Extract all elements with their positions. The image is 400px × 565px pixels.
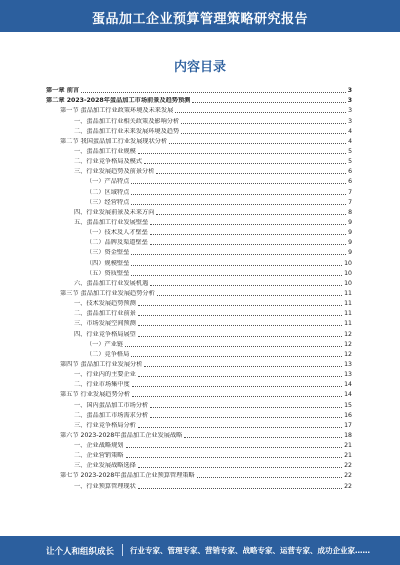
- toc-entry[interactable]: [46, 439, 352, 449]
- toc-entry-text: （四）规模壁垒: [86, 259, 130, 267]
- toc-entry[interactable]: [46, 267, 352, 277]
- report-footer: [0, 536, 400, 565]
- toc-entry-text: 二、行业竞争格局及模式: [74, 158, 143, 166]
- toc-leader-dots: [138, 311, 342, 316]
- toc-heading: 内容目录: [173, 60, 226, 75]
- toc-leader-dots: [131, 261, 342, 266]
- toc-leader-dots: [131, 271, 342, 276]
- toc-entry[interactable]: [46, 429, 352, 439]
- toc-leader-dots: [156, 169, 346, 174]
- toc-entry[interactable]: [46, 114, 352, 124]
- toc-leader-dots: [192, 98, 345, 103]
- toc-entry-page: 11: [344, 310, 352, 318]
- toc-entry[interactable]: [46, 307, 352, 317]
- toc-entry-text: （二）区域特点: [86, 188, 130, 196]
- toc-entry-page: 10: [344, 269, 352, 277]
- toc-entry[interactable]: [46, 84, 352, 94]
- toc-entry-page: 4: [348, 127, 352, 135]
- toc-entry-text: 二、蛋品加工行业前景: [74, 310, 136, 318]
- toc-entry-text: （一）产业链: [86, 340, 124, 348]
- toc-entry-text: 二、蛋品加工市场需求分析: [74, 411, 149, 419]
- toc-entry-text: （二）竞争格局: [86, 350, 130, 358]
- toc-entry-text: 五、蛋品加工行业发展壁垒: [74, 218, 149, 226]
- toc-entry-page: 5: [348, 147, 352, 155]
- toc-entry[interactable]: [46, 459, 352, 469]
- toc-leader-dots: [150, 413, 342, 418]
- toc-entry-page: 12: [344, 340, 352, 348]
- toc-leader-dots: [138, 301, 342, 306]
- toc-entry[interactable]: [46, 206, 352, 216]
- footer-divider: [122, 544, 123, 556]
- toc-entry[interactable]: [46, 358, 352, 368]
- toc-entry[interactable]: [46, 348, 352, 358]
- toc-entry-text: 一、行业内的主要企业: [74, 371, 136, 379]
- toc-leader-dots: [138, 423, 342, 428]
- toc-entry-page: 15: [344, 401, 352, 409]
- toc-leader-dots: [144, 159, 346, 164]
- toc-entry-text: 六、蛋品加工行业发展机遇: [74, 279, 149, 287]
- toc-entry[interactable]: [46, 409, 352, 419]
- toc-entry-text: 三、企业发展战略选择: [74, 462, 136, 470]
- toc-entry-page: 5: [348, 158, 352, 166]
- toc-entry-page: 9: [348, 229, 352, 237]
- toc-entry[interactable]: [46, 226, 352, 236]
- toc-entry-page: 11: [344, 320, 352, 328]
- toc-entry[interactable]: [46, 104, 352, 114]
- toc-entry-page: 13: [344, 360, 352, 368]
- toc-leader-dots: [125, 342, 342, 347]
- toc-leader-dots: [138, 463, 342, 468]
- toc-entry-page: 13: [344, 371, 352, 379]
- toc-entry[interactable]: [46, 155, 352, 165]
- toc-entry-page: 17: [344, 421, 352, 429]
- toc-leader-dots: [81, 88, 346, 93]
- toc-leader-dots: [131, 190, 346, 195]
- toc-entry-text: 第一章 前言: [46, 87, 80, 95]
- toc-entry-page: 14: [344, 391, 352, 399]
- toc-entry[interactable]: [46, 338, 352, 348]
- toc-entry-page: 8: [348, 208, 352, 216]
- toc-entry-text: 二、蛋品加工行业未来发展环境及趋势: [74, 127, 180, 135]
- toc-entry-text: （三）经营特点: [86, 198, 130, 206]
- toc-entry-text: 第二章 2023-2028年蛋品加工市场前景及趋势预测: [46, 97, 191, 105]
- toc-entry-page: 3: [347, 97, 352, 105]
- toc-leader-dots: [131, 179, 346, 184]
- toc-entry-page: 11: [344, 300, 352, 308]
- toc-entry-text: 第七节 2023-2028年蛋品加工企业预算管理策略: [60, 472, 195, 480]
- toc-entry[interactable]: [46, 419, 352, 429]
- toc-entry[interactable]: [46, 135, 352, 145]
- toc-entry[interactable]: [46, 469, 352, 479]
- toc-leader-dots: [131, 250, 346, 255]
- toc-leader-dots: [132, 382, 342, 387]
- table-of-contents: [46, 84, 352, 490]
- toc-leader-dots: [150, 240, 346, 245]
- toc-entry-page: 11: [344, 289, 352, 297]
- toc-entry-text: 第一节 蛋品加工行业政策环境及未来发展: [60, 107, 174, 115]
- toc-leader-dots: [184, 433, 342, 438]
- toc-leader-dots: [144, 362, 342, 367]
- toc-entry-text: 三、行业竞争格局分析: [74, 421, 136, 429]
- toc-leader-dots: [138, 149, 346, 154]
- toc-entry-page: 12: [344, 350, 352, 358]
- toc-entry[interactable]: [46, 246, 352, 256]
- toc-entry-page: 3: [348, 117, 352, 125]
- toc-entry-page: 3: [347, 87, 352, 95]
- toc-entry[interactable]: [46, 165, 352, 175]
- toc-entry-text: 一、行业预算管理现状: [74, 482, 136, 490]
- toc-entry-text: 一、蛋品加工行业相关政策及影响分析: [74, 117, 180, 125]
- toc-leader-dots: [181, 129, 346, 134]
- toc-entry-page: 6: [348, 168, 352, 176]
- toc-entry[interactable]: [46, 368, 352, 378]
- toc-entry-page: 22: [344, 482, 352, 490]
- toc-entry-text: 三、市场发展空间预测: [74, 320, 136, 328]
- toc-leader-dots: [150, 403, 342, 408]
- toc-entry[interactable]: [46, 196, 352, 206]
- toc-leader-dots: [156, 210, 346, 215]
- toc-entry-text: 二、企业营销策略: [74, 452, 124, 460]
- toc-entry-page: 7: [348, 188, 352, 196]
- footer-slogan: 让个人和组织成长: [46, 547, 115, 557]
- toc-entry[interactable]: [46, 236, 352, 246]
- toc-entry-text: 一、企业战略规划: [74, 442, 124, 450]
- toc-entry-text: 第三节 蛋品加工行业发展趋势分析: [60, 289, 155, 297]
- toc-entry-page: 12: [344, 330, 352, 338]
- toc-entry-text: 四、行业发展前景及未来方向: [74, 208, 155, 216]
- toc-leader-dots: [138, 484, 342, 489]
- toc-leader-dots: [131, 200, 346, 205]
- toc-leader-dots: [197, 473, 342, 478]
- toc-entry[interactable]: [46, 297, 352, 307]
- toc-entry[interactable]: [46, 145, 352, 155]
- toc-entry-page: 21: [344, 442, 352, 450]
- toc-entry-text: 第五节 行业发展趋势分析: [60, 391, 131, 399]
- toc-leader-dots: [150, 230, 346, 235]
- toc-entry-text: 第六节 2023-2028年蛋品加工企业发展战略: [60, 431, 183, 439]
- toc-entry-page: 3: [348, 107, 352, 115]
- toc-entry[interactable]: [46, 388, 352, 398]
- toc-entry[interactable]: [46, 317, 352, 327]
- toc-entry[interactable]: [46, 398, 352, 408]
- toc-entry-text: 一、技术发展趋势预测: [74, 300, 136, 308]
- toc-leader-dots: [175, 108, 346, 113]
- toc-entry[interactable]: [46, 378, 352, 388]
- toc-entry-page: 9: [348, 218, 352, 226]
- toc-entry-text: 第四节 蛋品加工行业发展分析: [60, 360, 143, 368]
- toc-leader-dots: [169, 139, 346, 144]
- toc-leader-dots: [138, 372, 342, 377]
- toc-entry[interactable]: [46, 94, 352, 104]
- toc-entry-page: 22: [344, 472, 352, 480]
- toc-leader-dots: [132, 392, 342, 397]
- toc-entry-page: 14: [344, 381, 352, 389]
- toc-entry-page: 10: [344, 259, 352, 267]
- toc-entry-page: 16: [344, 411, 352, 419]
- report-header: [0, 0, 400, 32]
- toc-entry-page: 18: [344, 431, 352, 439]
- toc-entry-text: 三、行业发展趋势及前景分析: [74, 168, 155, 176]
- toc-entry-page: 22: [344, 462, 352, 470]
- toc-leader-dots: [126, 443, 343, 448]
- toc-leader-dots: [126, 453, 343, 458]
- toc-entry[interactable]: [46, 449, 352, 459]
- toc-entry[interactable]: [46, 256, 352, 266]
- toc-entry[interactable]: [46, 327, 352, 337]
- toc-entry-text: 一、蛋品加工行业规模: [74, 147, 136, 155]
- toc-entry-page: 9: [348, 249, 352, 257]
- toc-leader-dots: [157, 291, 342, 296]
- toc-entry-page: 7: [348, 198, 352, 206]
- toc-entry-text: （五）资质壁垒: [86, 269, 130, 277]
- toc-entry-text: 第二节 我国蛋品加工行业发展现状分析: [60, 137, 168, 145]
- toc-entry-text: （二）品牌及渠道壁垒: [86, 239, 148, 247]
- toc-entry-text: 二、行业市场集中度: [74, 381, 130, 389]
- toc-entry[interactable]: [46, 479, 352, 489]
- toc-entry[interactable]: [46, 287, 352, 297]
- toc-entry-text: （三）资金壁垒: [86, 249, 130, 257]
- toc-entry[interactable]: [46, 185, 352, 195]
- toc-entry-page: 10: [344, 279, 352, 287]
- footer-experts: 行业专家、管理专家、营销专家、战略专家、运营专家、成功企业家……: [130, 546, 370, 555]
- toc-entry-page: 9: [348, 239, 352, 247]
- toc-entry[interactable]: [46, 277, 352, 287]
- toc-entry-text: （一）技术及人才壁垒: [86, 229, 148, 237]
- toc-entry[interactable]: [46, 216, 352, 226]
- toc-entry-page: 4: [348, 137, 352, 145]
- toc-entry-text: 四、行业竞争格局展望: [74, 330, 136, 338]
- toc-entry[interactable]: [46, 175, 352, 185]
- toc-entry-text: 一、国内蛋品加工市场分析: [74, 401, 149, 409]
- toc-entry[interactable]: [46, 125, 352, 135]
- toc-leader-dots: [138, 321, 342, 326]
- toc-entry-page: 21: [344, 452, 352, 460]
- toc-leader-dots: [150, 220, 346, 225]
- toc-leader-dots: [150, 281, 342, 286]
- toc-leader-dots: [138, 332, 342, 337]
- toc-leader-dots: [181, 119, 346, 124]
- report-title: 蛋品加工企业预算管理策略研究报告: [91, 12, 308, 27]
- toc-entry-page: 6: [348, 178, 352, 186]
- toc-entry-text: （一）产品特点: [86, 178, 130, 186]
- toc-leader-dots: [131, 352, 342, 357]
